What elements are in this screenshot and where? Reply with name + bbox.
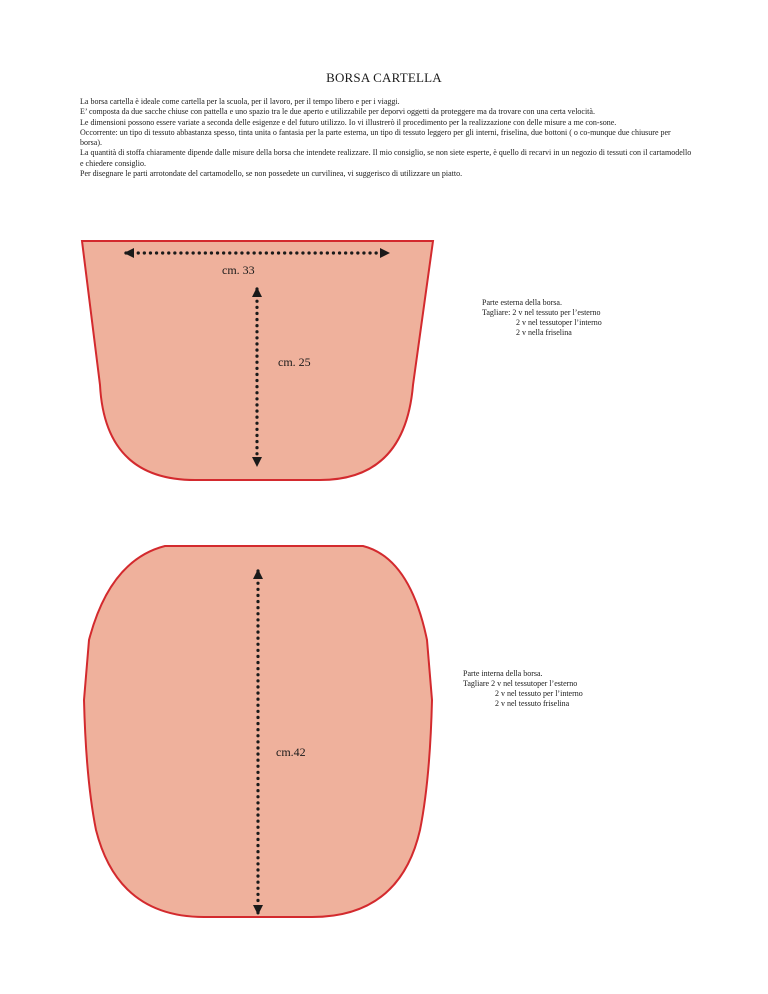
intro-paragraph: La quantità di stoffa chiaramente dipende dalle misure della borsa che intendete realizzare. Il mio consiglio, se non siete esperte, è quello di recarvi in un negozio di tessuti con il cartamodello e chiedere consiglio. [80, 148, 692, 168]
intro-paragraph: La borsa cartella è ideale come cartella per la scuola, per il lavoro, per il tempo libero e per i viaggi. [80, 97, 400, 106]
intro-paragraph: Per disegnare le parti arrotondate del cartamodello, se non possedete un curvilinea, vi suggerisco di utilizzare un piatto. [80, 169, 463, 179]
page-title: BORSA CARTELLA [326, 70, 442, 85]
outer-note-line: 2 v nel tessutoper l’interno [516, 318, 602, 327]
outer-note-line: 2 v nella friselina [516, 328, 572, 337]
inner-note-line: 2 v nel tessuto per l’interno [495, 689, 583, 698]
inner-height-label: cm.42 [276, 745, 306, 759]
outer-note-line: Tagliare: 2 v nel tessuto per l’esterno [482, 308, 601, 317]
outer-height-label: cm. 25 [278, 355, 311, 369]
intro-paragraph: Occorrente: un tipo di tessuto abbastanza spesso, tinta unita o fantasia per la parte esterna, un tipo di tessuto leggero per gli interni, friselina, due bottoni ( o co-munque due chiusure per borsa). [80, 127, 671, 148]
outer-note-title: Parte esterna della borsa. [482, 298, 562, 307]
inner-note-line: Tagliare 2 v nel tessutoper l’esterno [463, 679, 578, 688]
outer-piece-shape [82, 241, 433, 480]
outer-piece-note [482, 298, 602, 338]
inner-note-title: Parte interna della borsa. [463, 669, 543, 678]
intro-paragraph: E’ composta da due sacche chiuse con pattella e uno spazio tra le due aperto e utilizzabile per deporvi oggetti da proteggere ma da trovare con una certa velocità. [80, 107, 595, 117]
inner-piece-note [463, 669, 583, 709]
inner-note-line: 2 v nel tessuto friselina [495, 699, 570, 708]
intro-paragraph: Le dimensioni possono essere variate a seconda delle esigenze e del futuro utilizzo. Io vi illustrerò il procedimento per la realizzazione con delle misure a me con-sone. [80, 117, 617, 127]
outer-width-label: cm. 33 [222, 263, 255, 277]
